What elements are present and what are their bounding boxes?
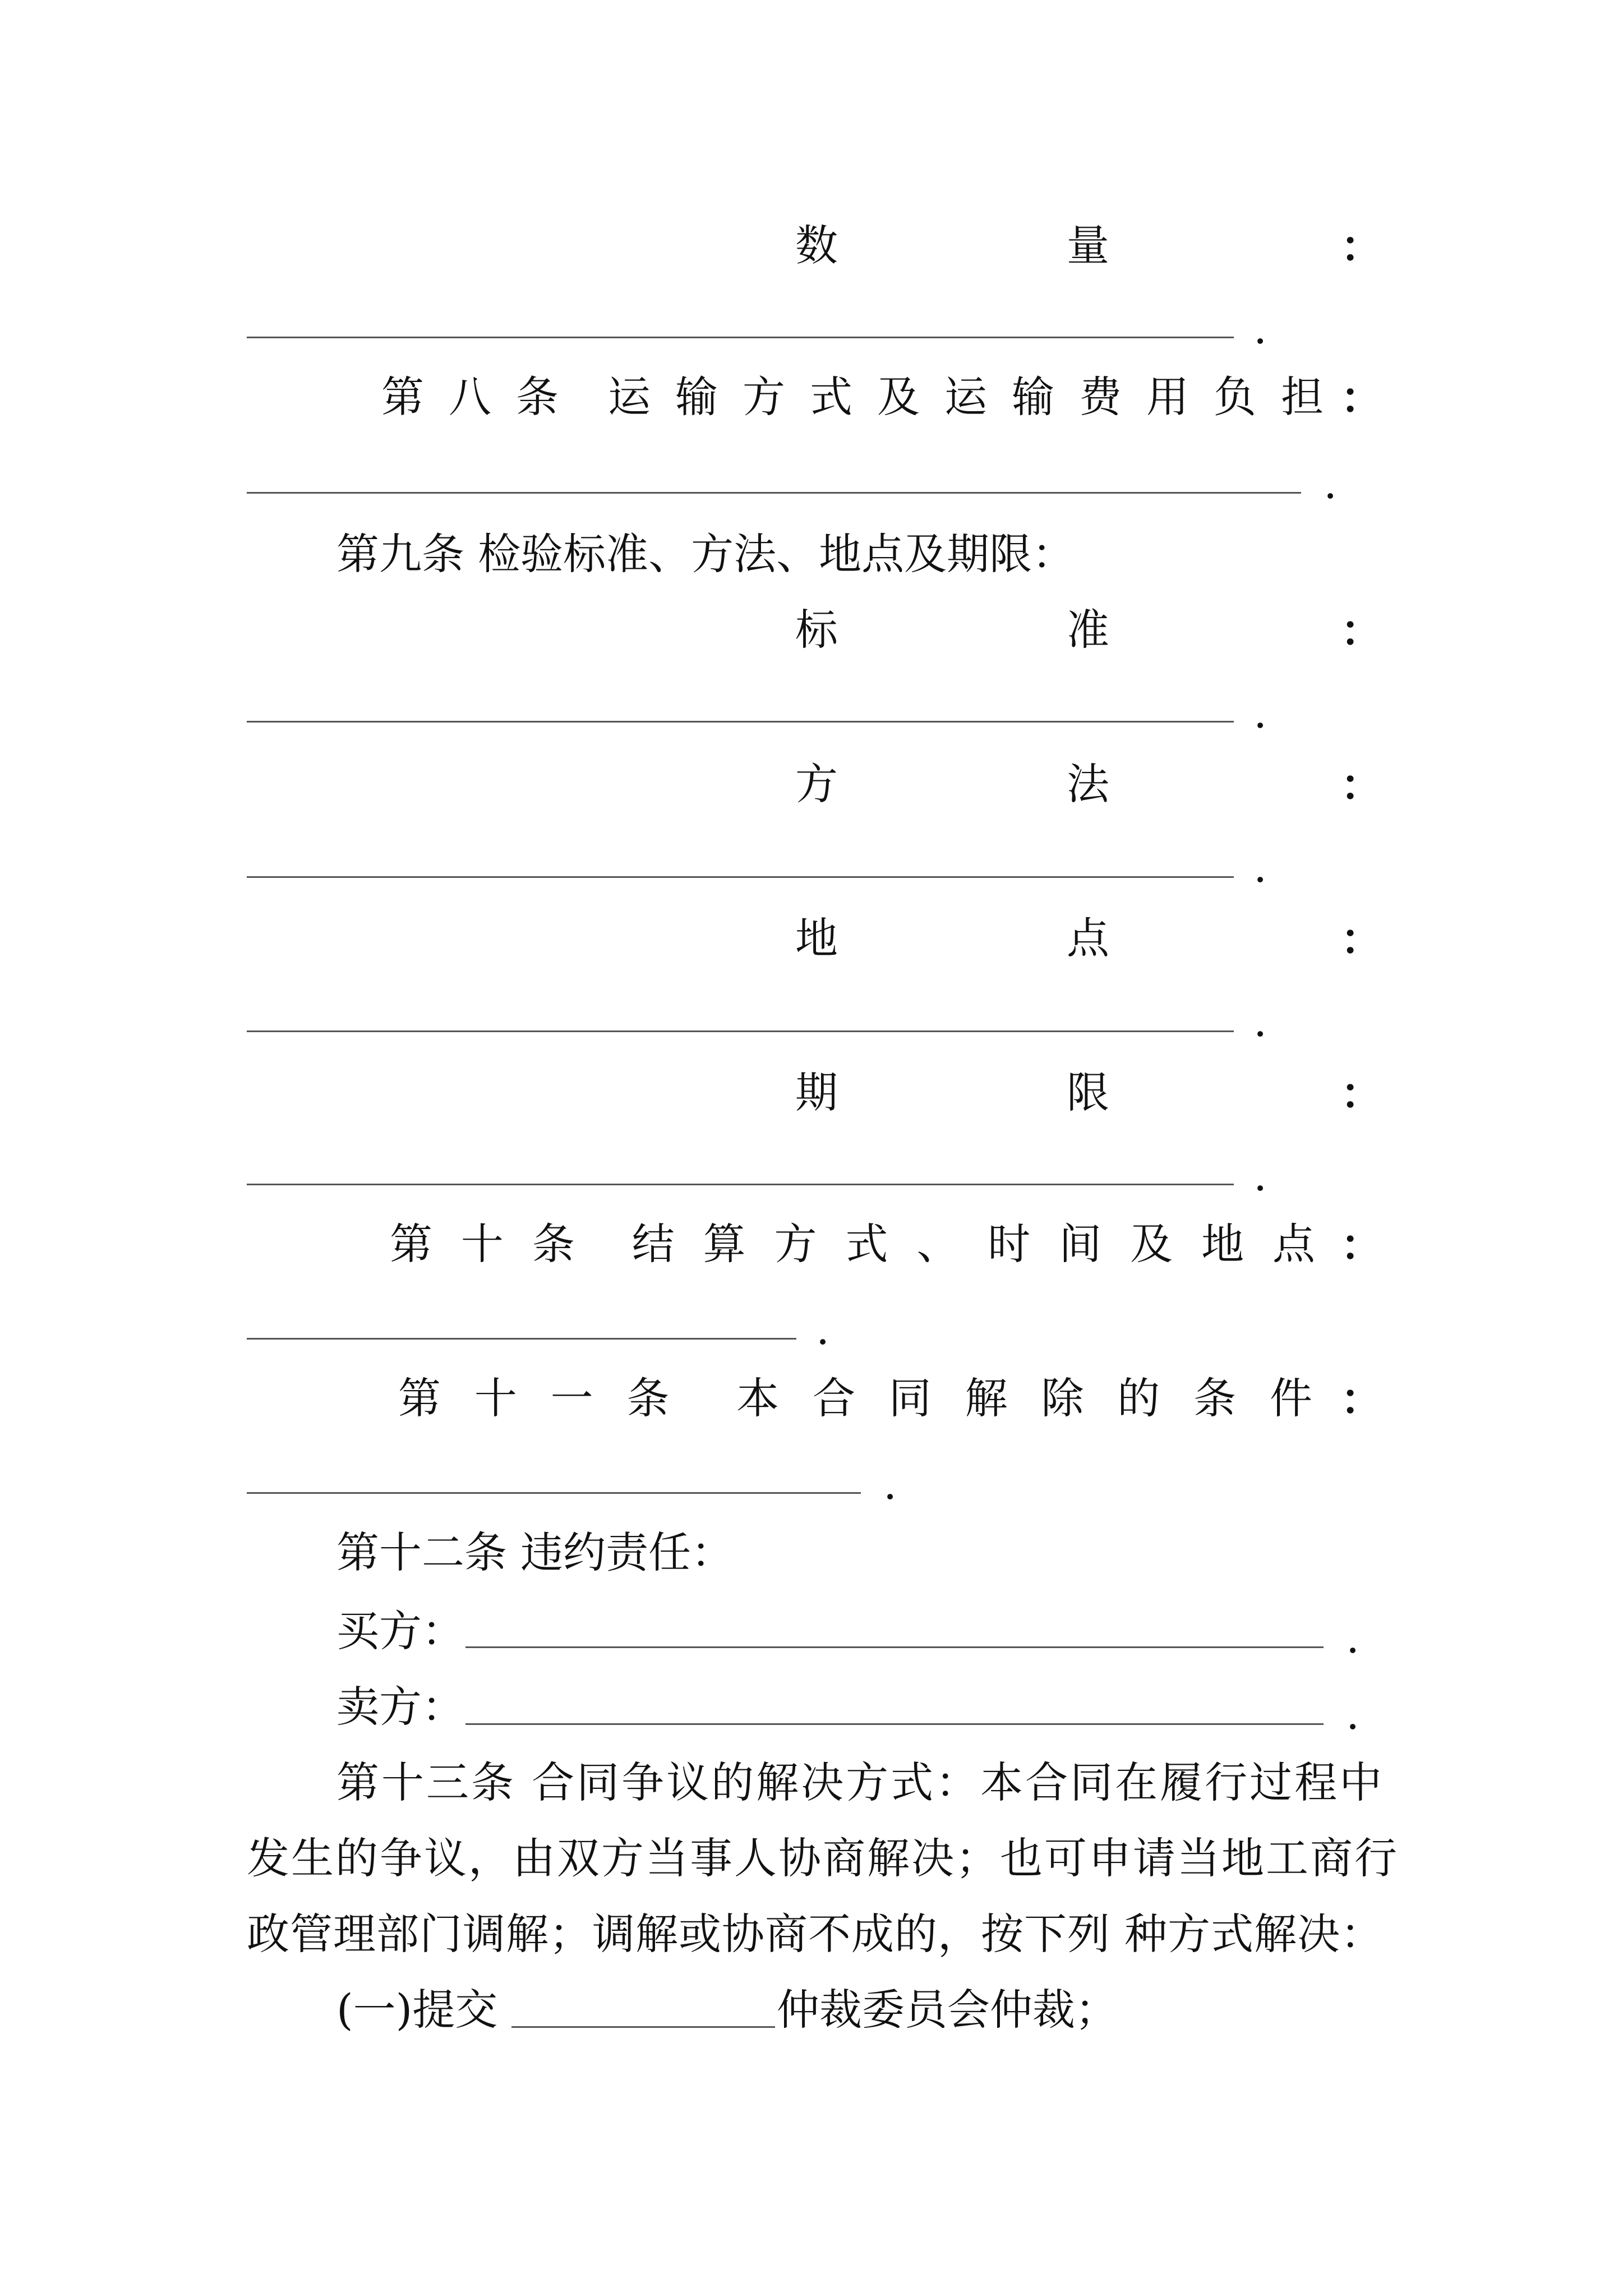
standard-label: 标 准 — [795, 605, 1109, 655]
arbitration-committee-blank — [511, 2026, 775, 2028]
quantity-char-1: 数 — [795, 220, 838, 270]
article-12-heading: 第十二条 违约责任： — [336, 1527, 734, 1577]
deadline-period: . — [1253, 1151, 1267, 1200]
article-8-period: . — [1324, 458, 1338, 508]
article-8-colon: ： — [1340, 373, 1383, 423]
article-10-blank — [247, 1338, 796, 1340]
quantity-label — [795, 220, 1109, 270]
option-1-suffix: 仲裁委员会仲裁； — [777, 1985, 1118, 2035]
article-11-heading: 第 十 一 条 本 合 同 解 除 的 条 件 — [398, 1373, 1312, 1423]
article-10-colon: ： — [1340, 1220, 1383, 1270]
standard-blank — [247, 721, 1234, 723]
location-label: 地 点 — [795, 913, 1109, 963]
article-13-line-1: 第十三条 合同争议的解决方式：本合同在履行过程中 — [336, 1757, 1385, 1807]
method-label: 方 法 — [795, 759, 1109, 809]
article-9-heading: 第九条 检验标准、方法、地点及期限： — [336, 529, 1075, 579]
seller-blank — [465, 1723, 1324, 1725]
method-period: . — [1253, 842, 1267, 892]
option-1-prefix: (一)提交 — [336, 1985, 498, 2035]
method-blank — [247, 876, 1234, 878]
article-8-blank — [247, 492, 1301, 494]
buyer-blank — [465, 1646, 1324, 1648]
location-colon: ： — [1340, 914, 1383, 964]
location-period: . — [1253, 996, 1267, 1046]
quantity-period: . — [1253, 303, 1267, 353]
seller-period: . — [1346, 1689, 1360, 1739]
quantity-blank — [247, 337, 1234, 338]
deadline-label: 期 限 — [795, 1068, 1109, 1117]
quantity-colon: ： — [1340, 222, 1383, 272]
buyer-label: 买方： — [336, 1606, 464, 1656]
article-13-line-3: 政管理部门调解；调解或协商不成的，按下列 种方式解决： — [247, 1909, 1384, 1959]
article-13-line-2: 发生的争议，由双方当事人协商解决；也可申请当地工商行 — [247, 1833, 1399, 1883]
article-8-heading: 第 八 条 运 输 方 式 及 运 输 费 用 负 担 — [381, 372, 1324, 422]
standard-period: . — [1253, 688, 1267, 738]
article-10-heading: 第 十 条 结 算 方 式 、 时 间 及 地 点 — [390, 1219, 1315, 1269]
article-10-period: . — [816, 1304, 830, 1354]
article-11-colon: ： — [1340, 1374, 1383, 1424]
buyer-period: . — [1346, 1613, 1360, 1663]
article-11-period: . — [883, 1459, 897, 1509]
deadline-colon: ： — [1340, 1069, 1383, 1119]
seller-label: 卖方： — [336, 1682, 464, 1732]
location-blank — [247, 1030, 1234, 1032]
deadline-blank — [247, 1184, 1234, 1185]
quantity-char-2: 量 — [1067, 220, 1109, 270]
standard-colon: ： — [1340, 606, 1383, 656]
method-colon: ： — [1340, 760, 1383, 810]
article-11-blank — [247, 1492, 861, 1494]
